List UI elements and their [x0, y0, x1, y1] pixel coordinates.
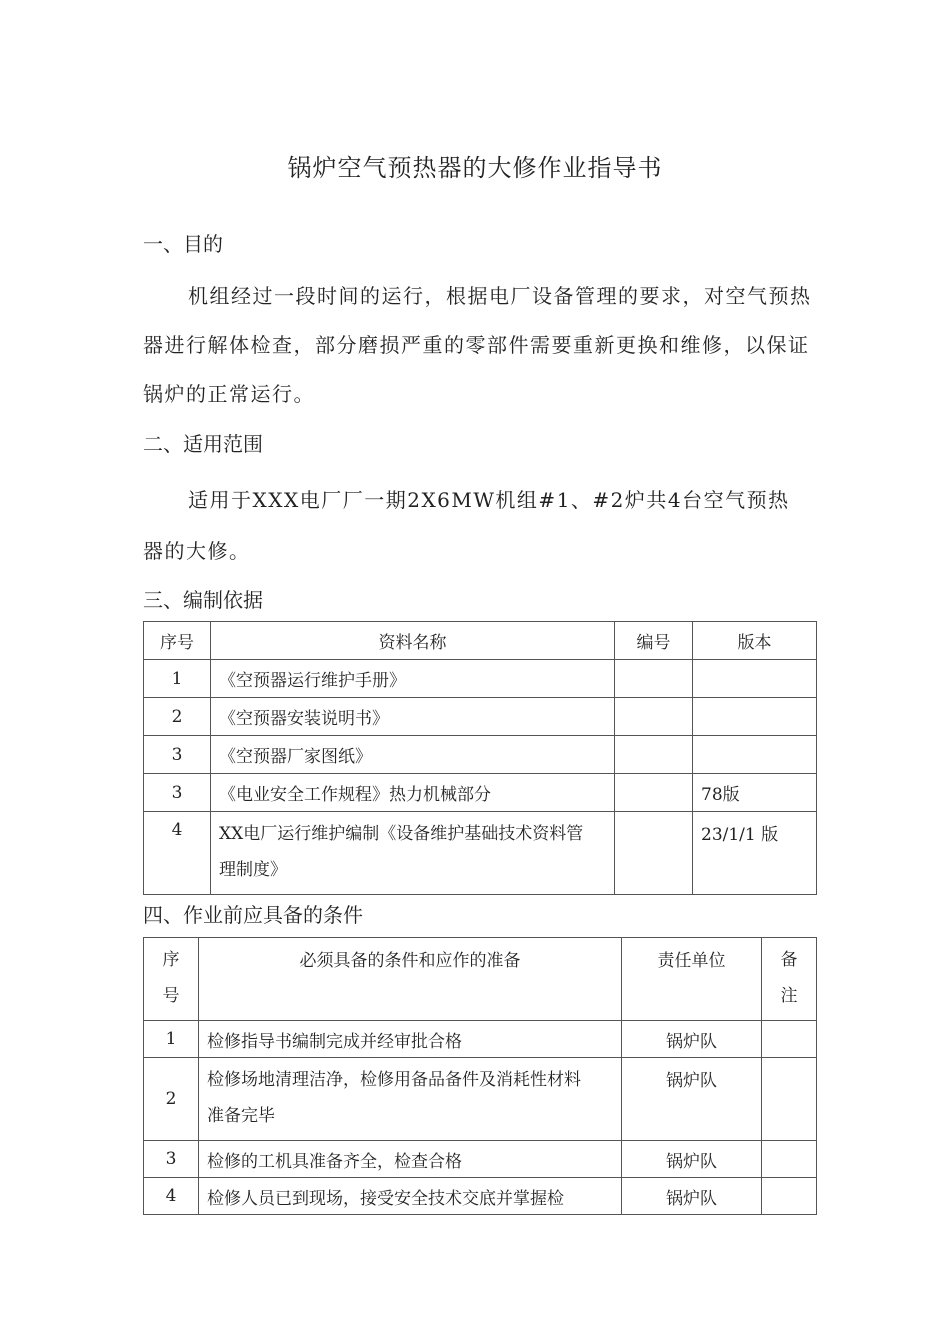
remark [762, 1021, 817, 1058]
table-header-row [144, 622, 817, 660]
section-heading-scope: 二、适用范围 [143, 432, 263, 456]
remark [762, 1178, 817, 1215]
paragraph-line: 器进行解体检查，部分磨损严重的零部件需要重新更换和维修，以保证 [143, 333, 810, 357]
condition-text: 检修指导书编制完成并经审批合格 [199, 1021, 622, 1058]
document-name: 《电业安全工作规程》热力机械部分 [211, 774, 615, 812]
document-code [615, 774, 693, 812]
row-number: 4 [144, 1178, 199, 1215]
document-name: 《空预器运行维护手册》 [211, 660, 615, 698]
document-title: 锅炉空气预热器的大修作业指导书 [287, 154, 663, 182]
header-line: 序 [162, 950, 180, 970]
row-number: 2 [144, 698, 211, 736]
document-name-line: XX电厂运行维护编制《设备维护基础技术资料管 [219, 824, 584, 844]
table-row [144, 1058, 817, 1141]
condition-line: 准备完毕 [207, 1106, 275, 1126]
header-cell: 资料名称 [211, 622, 615, 660]
responsible-unit: 锅炉队 [622, 1058, 762, 1141]
responsible-unit: 锅炉队 [622, 1178, 762, 1215]
header-cell [144, 938, 199, 1021]
condition-text: 检修的工机具准备齐全，检查合格 [199, 1141, 622, 1178]
section-heading-basis: 三、编制依据 [143, 588, 263, 612]
condition-text [199, 1058, 622, 1141]
document-code [615, 812, 693, 895]
table-row [144, 774, 817, 812]
row-number: 3 [144, 1141, 199, 1178]
row-number: 1 [144, 660, 211, 698]
paragraph-line: 器的大修。 [143, 539, 251, 563]
table-row [144, 736, 817, 774]
document-version: 78版 [693, 774, 817, 812]
paragraph-line: 锅炉的正常运行。 [143, 382, 315, 406]
responsible-unit: 锅炉队 [622, 1021, 762, 1058]
row-number: 4 [144, 812, 211, 895]
section-heading-purpose: 一、目的 [143, 232, 223, 256]
prerequisites-table [143, 937, 817, 1215]
document-code [615, 736, 693, 774]
header-cell [762, 938, 817, 1021]
document-code [615, 698, 693, 736]
header-line: 号 [162, 986, 180, 1006]
condition-text: 检修人员已到现场，接受安全技术交底并掌握检 [199, 1178, 622, 1215]
document-name: 《空预器厂家图纸》 [211, 736, 615, 774]
responsible-unit: 锅炉队 [622, 1141, 762, 1178]
header-line: 注 [780, 986, 798, 1006]
remark [762, 1141, 817, 1178]
condition-line: 检修场地清理洁净，检修用备品备件及消耗性材料 [207, 1070, 581, 1090]
document-version: 23/1/1 版 [693, 812, 817, 895]
row-number: 3 [144, 736, 211, 774]
header-cell: 序号 [144, 622, 211, 660]
document-name-line: 理制度》 [219, 860, 287, 880]
document-version [693, 736, 817, 774]
document-code [615, 660, 693, 698]
row-number: 3 [144, 774, 211, 812]
paragraph-line: 机组经过一段时间的运行，根据电厂设备管理的要求，对空气预热 [188, 284, 812, 308]
basis-table [143, 621, 817, 895]
paragraph-line: 适用于XXX电厂厂一期2X6MW机组#1、#2炉共4台空气预热 [188, 488, 790, 512]
table-row [144, 1021, 817, 1058]
header-cell: 必须具备的条件和应作的准备 [199, 938, 622, 1021]
remark [762, 1058, 817, 1141]
table-header-row [144, 938, 817, 1021]
row-number: 1 [144, 1021, 199, 1058]
header-cell: 编号 [615, 622, 693, 660]
document-name: 《空预器安装说明书》 [211, 698, 615, 736]
section-heading-prerequisites: 四、作业前应具备的条件 [143, 903, 363, 927]
table-row [144, 1178, 817, 1215]
document-version [693, 698, 817, 736]
header-cell: 责任单位 [622, 938, 762, 1021]
row-number: 2 [144, 1058, 199, 1141]
document-version [693, 660, 817, 698]
header-cell: 版本 [693, 622, 817, 660]
header-line: 备 [780, 950, 798, 970]
table-row [144, 812, 817, 895]
table-row [144, 660, 817, 698]
table-row [144, 1141, 817, 1178]
document-name [211, 812, 615, 895]
table-row [144, 698, 817, 736]
